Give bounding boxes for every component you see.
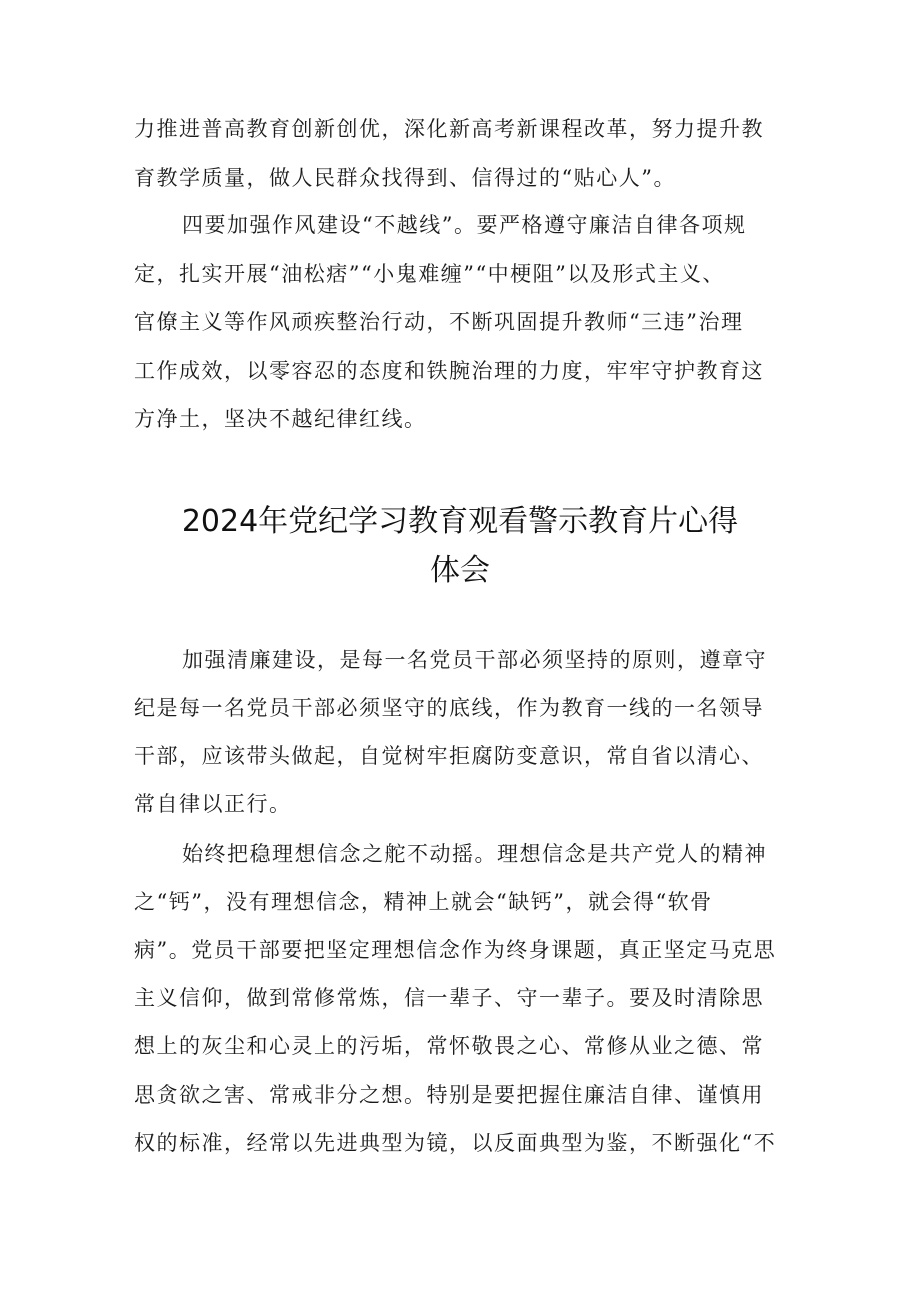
page-title: 2024年党纪学习教育观看警示教育片心得 (181, 504, 739, 539)
paragraph-line: 育教学质量，做人民群众找得到、信得过的“贴心人”。 (134, 166, 676, 190)
paragraph-line: 纪是每一名党员干部必须坚守的底线，作为教育一线的一名领导 (134, 696, 764, 720)
paragraph-line: 力推进普高教育创新创优，深化新高考新课程改革，努力提升教 (134, 117, 764, 141)
paragraph-line: 加强清廉建设，是每一名党员干部必须坚持的原则，遵章守 (182, 648, 767, 672)
paragraph-line: 始终把稳理想信念之舵不动摇。理想信念是共产党人的精神 (182, 842, 767, 866)
paragraph-line: 工作成效，以零容忍的态度和铁腕治理的力度，牢牢守护教育这 (134, 359, 764, 383)
paragraph-line: 病”。党员干部要把坚定理想信念作为终身课题，真正坚定马克思 (134, 938, 777, 962)
paragraph-line: 干部，应该带头做起，自觉树牢拒腐防变意识，常自省以清心、 (134, 744, 764, 768)
paragraph-line: 想上的灰尘和心灵上的污垢，常怀敬畏之心、常修从业之德、常 (134, 1034, 764, 1058)
paragraph-line: 主义信仰，做到常修常炼，信一辈子、守一辈子。要及时清除思 (134, 986, 764, 1010)
page-title-continued: 体会 (430, 553, 490, 588)
paragraph-line: 官僚主义等作风顽疾整治行动，不断巩固提升教师“三违”治理 (134, 310, 744, 334)
paragraph-line: 思贪欲之害、常戒非分之想。特别是要把握住廉洁自律、谨慎用 (134, 1083, 764, 1107)
paragraph-line: 四要加强作风建设“不越线”。要严格遵守廉洁自律各项规 (182, 213, 747, 237)
paragraph-line: 常自律以正行。 (134, 792, 292, 816)
paragraph-line: 之“钙”，没有理想信念，精神上就会“缺钙”，就会得“软骨 (134, 890, 713, 914)
paragraph-line: 定，扎实开展“油松痞”“小鬼难缠”“中梗阻”以及形式主义、 (134, 262, 725, 286)
paragraph-line: 权的标准，经常以先进典型为镜，以反面典型为鉴，不断强化“不 (134, 1131, 777, 1155)
paragraph-line: 方净土，坚决不越纪律红线。 (134, 407, 427, 431)
